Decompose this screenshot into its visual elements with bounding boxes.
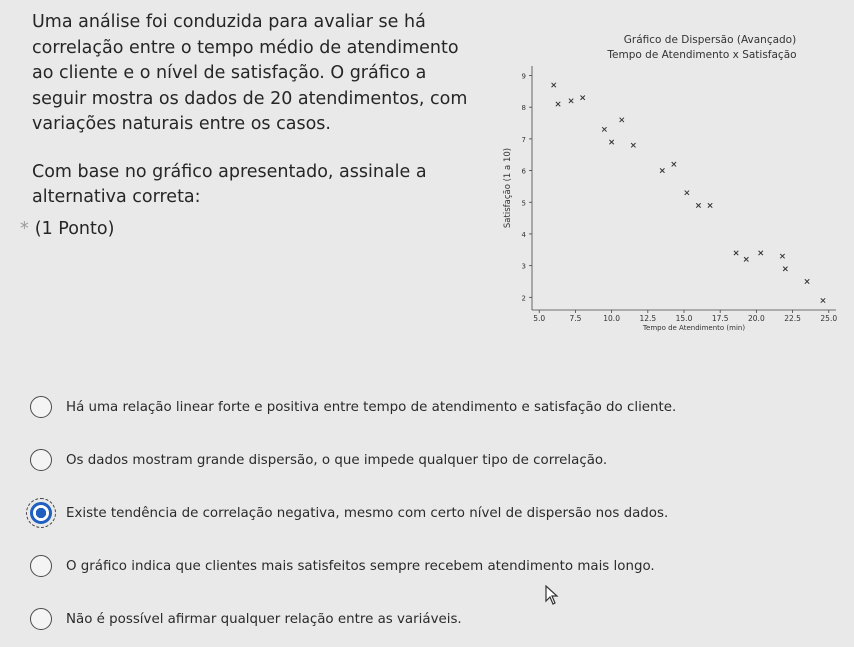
data-point [696, 203, 700, 207]
y-tick-label: 8 [521, 104, 526, 113]
y-tick-label: 3 [521, 262, 526, 271]
data-point [780, 254, 784, 258]
chart-subtitle: Tempo de Atendimento x Satisfação [607, 49, 797, 61]
data-point [580, 95, 584, 99]
x-axis-label: Tempo de Atendimento (min) [642, 324, 746, 332]
data-point [744, 257, 748, 261]
y-tick-label: 2 [521, 294, 526, 303]
mouse-pointer-icon [545, 585, 559, 605]
option-3-label: Existe tendência de correlação negativa, mesmo com certo nível de dispersão nos dados. [66, 505, 669, 521]
question-paragraph-2: Com base no gráfico apresentado, assinale a alternativa correta: [32, 161, 427, 207]
x-ticks [533, 310, 837, 323]
data-point [708, 203, 712, 207]
x-tick-label: 7.5 [569, 314, 582, 323]
chart-axes [532, 66, 836, 310]
y-tick-label: 6 [521, 167, 526, 176]
chart-svg [496, 28, 846, 348]
option-3[interactable] [28, 498, 668, 528]
x-tick-label: 5.0 [533, 314, 546, 323]
option-1[interactable] [28, 392, 676, 422]
data-point [569, 99, 573, 103]
radio-option-3-selected[interactable] [30, 502, 52, 524]
radio-option-5[interactable] [30, 608, 52, 630]
data-point [734, 251, 738, 255]
data-point [685, 191, 689, 195]
y-tick-label: 5 [521, 199, 526, 208]
option-4-label: O gráfico indica que clientes mais satisfeitos sempre recebem atendimento mais longo. [66, 558, 655, 574]
option-1-label: Há uma relação linear forte e positiva entre tempo de atendimento e satisfação do cliente. [66, 399, 677, 415]
y-tick-label: 4 [521, 230, 526, 239]
data-point [556, 102, 560, 106]
option-5[interactable] [28, 604, 462, 634]
points-label: (1 Ponto) [34, 218, 115, 239]
scatter-chart [496, 28, 846, 348]
x-tick-label: 20.0 [748, 314, 765, 323]
x-tick-label: 15.0 [675, 314, 693, 323]
y-tick-label: 9 [521, 72, 526, 81]
data-point [672, 162, 676, 166]
chart-title: Gráfico de Dispersão (Avançado) [623, 34, 797, 46]
y-axis-label: Satisfação (1 a 10) [503, 147, 513, 229]
x-tick-label: 12.5 [639, 314, 657, 323]
data-point [609, 140, 613, 144]
radio-option-4[interactable] [30, 555, 52, 577]
x-tick-label: 10.0 [603, 314, 620, 323]
radio-option-1[interactable] [30, 396, 52, 418]
data-point [660, 168, 664, 172]
x-tick-label: 22.5 [784, 314, 801, 323]
option-2[interactable] [28, 445, 607, 475]
data-point [783, 267, 787, 271]
points-line [20, 217, 472, 243]
data-point [759, 251, 763, 255]
y-tick-label: 7 [521, 135, 526, 144]
option-4[interactable] [28, 551, 655, 581]
option-5-label: Não é possível afirmar qualquer relação entre as variáveis. [66, 611, 462, 627]
question-paragraph-1: Uma análise foi conduzida para avaliar se há correlação entre o tempo médio de atendimento ao cliente e o nível de satisfação. O gráfico a seguir mostra os dados de 20 atendimentos, com variações naturais entre os casos. [32, 12, 468, 134]
data-points [552, 83, 826, 303]
required-mark: * [20, 218, 29, 239]
data-point [552, 83, 556, 87]
data-point [631, 143, 635, 147]
y-ticks [522, 73, 532, 303]
data-point [602, 127, 606, 131]
question-text [20, 10, 472, 242]
option-2-label: Os dados mostram grande dispersão, o que impede qualquer tipo de correlação. [66, 452, 608, 468]
radio-option-2[interactable] [30, 449, 52, 471]
data-point [821, 298, 825, 302]
data-point [805, 279, 809, 283]
x-tick-label: 25.0 [820, 314, 838, 323]
x-tick-label: 17.5 [711, 314, 729, 323]
data-point [620, 118, 624, 122]
